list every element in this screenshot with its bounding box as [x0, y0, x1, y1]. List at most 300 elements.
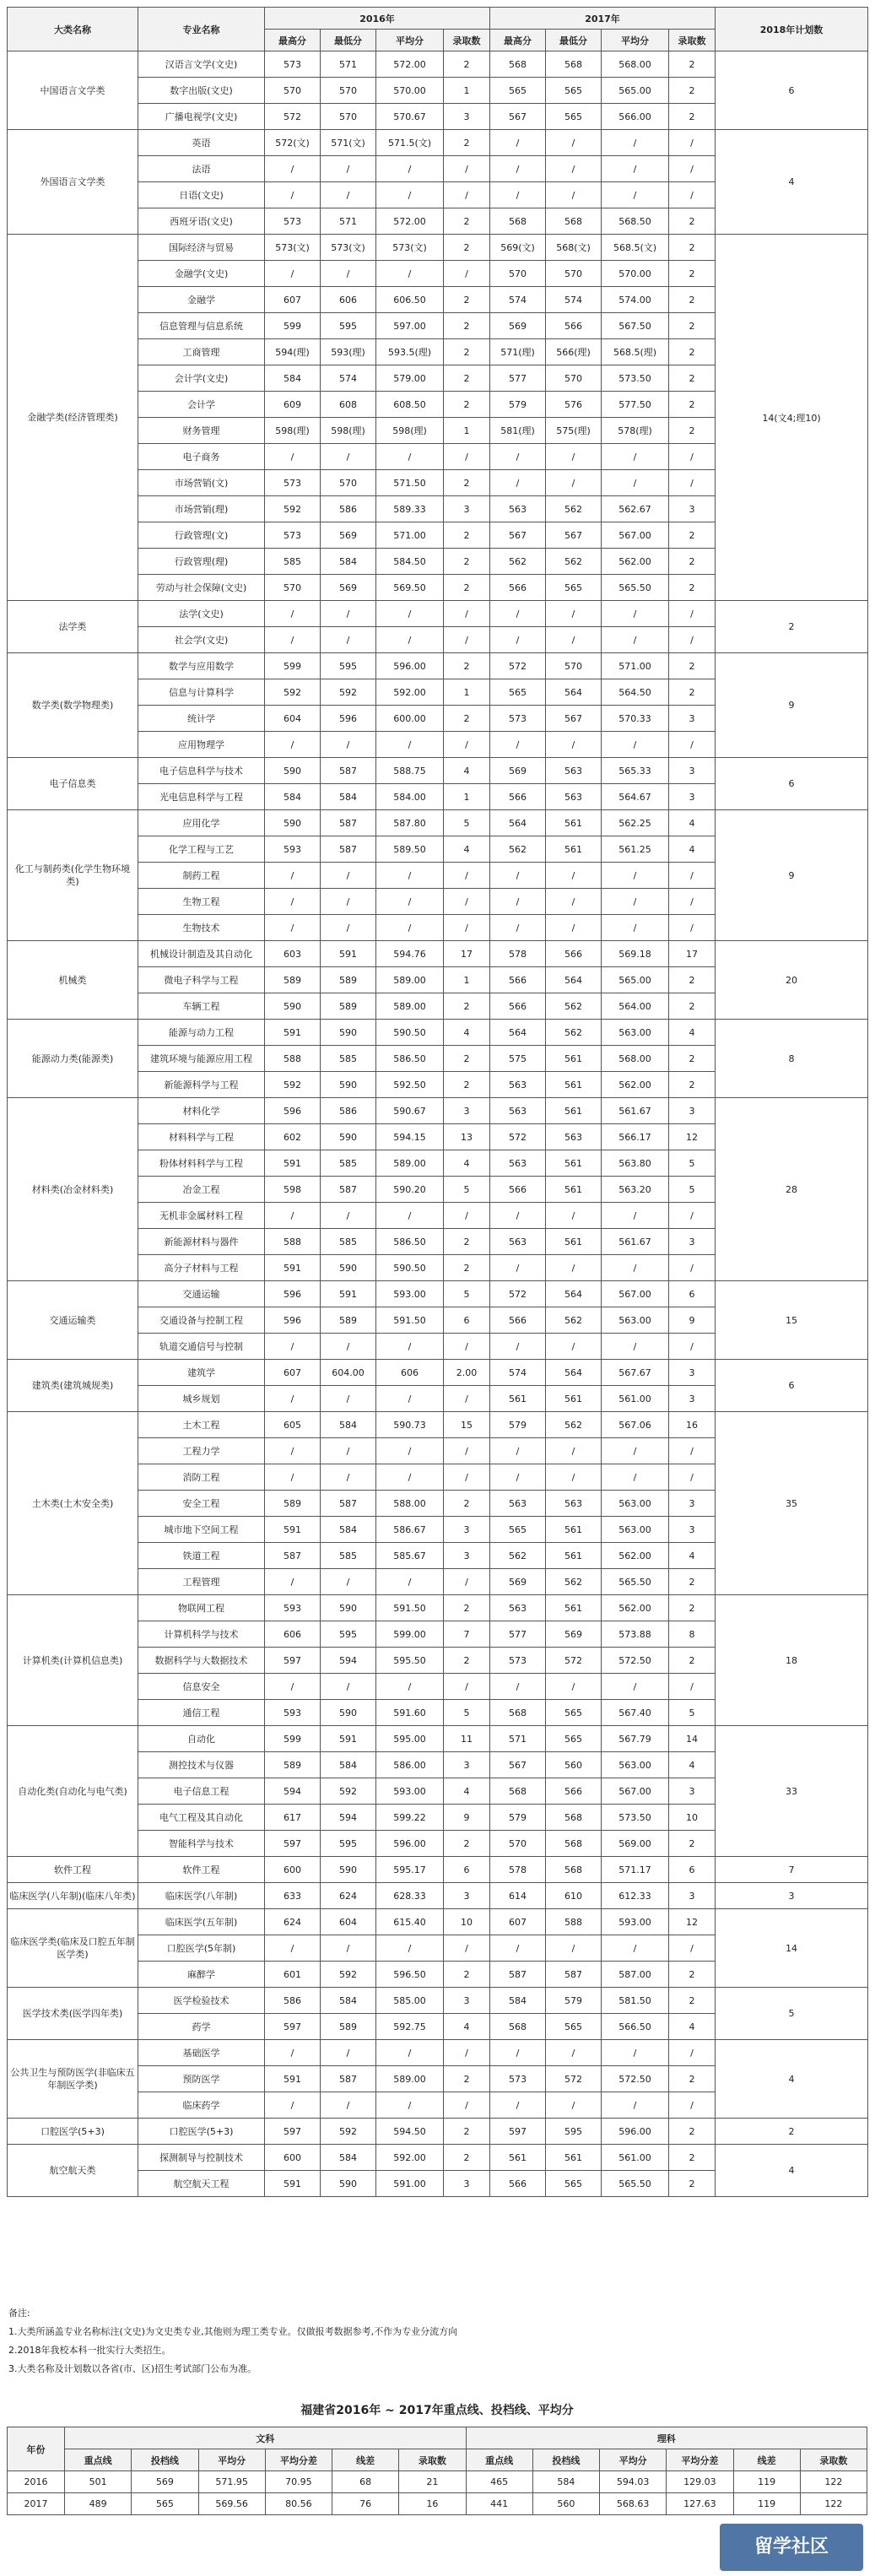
score-cell: 3 [444, 1988, 490, 2014]
score-cell: 2 [669, 392, 716, 418]
score-cell: 569 [490, 1569, 546, 1595]
score-cell: 4 [444, 2014, 490, 2040]
score-cell: 565 [546, 78, 602, 104]
score-cell: 591 [321, 1281, 376, 1307]
score-cell: 564 [546, 679, 602, 706]
score-cell: / [376, 1935, 444, 1962]
score-cell: 591 [265, 2066, 321, 2092]
table-row [8, 1020, 868, 1046]
major-cell: 探测制导与控制技术 [138, 2145, 265, 2171]
score-cell: 569 [546, 1621, 602, 1648]
score-cell: 602 [265, 1124, 321, 1150]
score-cell: / [669, 2092, 716, 2119]
score-cell: 2 [669, 365, 716, 392]
score-cell: 563 [490, 1150, 546, 1177]
major-cell: 预防医学 [138, 2066, 265, 2092]
score-cell: 592 [321, 1778, 376, 1805]
score-cell: 2 [669, 1988, 716, 2014]
score-cell: 586.67 [376, 1517, 444, 1543]
score-cell: 3 [669, 1229, 716, 1255]
score-cell: 2 [444, 392, 490, 418]
score-cell: 581(理) [490, 418, 546, 444]
summary-col-header: 线差 [332, 2449, 399, 2471]
score-cell: 562 [490, 549, 546, 575]
score-cell: / [444, 2040, 490, 2066]
table-row [8, 1412, 868, 1438]
score-cell: 588 [265, 1046, 321, 1072]
score-cell: 3 [444, 1098, 490, 1124]
score-cell: / [444, 156, 490, 182]
score-cell: 566 [490, 784, 546, 810]
category-cell: 软件工程 [8, 1857, 138, 1883]
score-cell: 587 [321, 810, 376, 836]
summary-row [8, 2493, 867, 2515]
major-cell: 材料科学与工程 [138, 1124, 265, 1150]
score-cell: 595 [546, 2119, 602, 2145]
score-cell: 564 [490, 1020, 546, 1046]
summary-value-cell: 68 [332, 2471, 399, 2493]
score-cell: 584 [265, 365, 321, 392]
score-cell: 596.00 [602, 2119, 669, 2145]
score-cell: 1 [444, 679, 490, 706]
score-cell: 574 [490, 287, 546, 313]
score-cell: 595 [321, 1621, 376, 1648]
category-cell: 金融学类(经济管理类) [8, 235, 138, 601]
score-cell: 3 [669, 1778, 716, 1805]
score-cell: 561.00 [602, 1386, 669, 1412]
score-cell: 597 [265, 2014, 321, 2040]
major-cell: 金融学(文史) [138, 261, 265, 287]
score-cell: 2 [444, 235, 490, 261]
score-cell: / [321, 732, 376, 758]
major-cell: 轨道交通信号与控制 [138, 1334, 265, 1360]
score-cell: / [444, 1935, 490, 1962]
score-cell: 2 [669, 78, 716, 104]
score-cell: / [376, 156, 444, 182]
score-cell: 588 [546, 1909, 602, 1935]
score-cell: / [546, 732, 602, 758]
summary-row [8, 2471, 867, 2493]
score-cell: / [265, 1935, 321, 1962]
score-cell: 568 [490, 208, 546, 235]
major-cell: 法语 [138, 156, 265, 182]
major-cell: 通信工程 [138, 1700, 265, 1726]
score-cell: 568 [490, 51, 546, 78]
score-cell: 561 [546, 1595, 602, 1621]
score-cell: / [602, 915, 669, 941]
score-cell: / [321, 1464, 376, 1491]
score-cell: / [321, 182, 376, 208]
score-cell: 568.00 [602, 51, 669, 78]
major-cell: 应用化学 [138, 810, 265, 836]
major-cell: 国际经济与贸易 [138, 235, 265, 261]
score-cell: 569.18 [602, 941, 669, 967]
score-cell: / [490, 156, 546, 182]
score-cell: 606 [265, 1621, 321, 1648]
table-row [8, 1360, 868, 1386]
score-cell: / [265, 601, 321, 627]
major-cell: 劳动与社会保障(文史) [138, 575, 265, 601]
score-cell: 591 [265, 1150, 321, 1177]
score-cell: 573 [265, 522, 321, 549]
score-cell: / [490, 182, 546, 208]
score-cell: / [490, 915, 546, 941]
score-cell: 2 [669, 235, 716, 261]
major-cell: 航空航天工程 [138, 2171, 265, 2197]
score-cell: 592.00 [376, 2145, 444, 2171]
score-cell: / [376, 2040, 444, 2066]
score-cell: 571 [490, 1726, 546, 1752]
score-cell: 593 [265, 1700, 321, 1726]
score-cell: 572 [490, 653, 546, 679]
score-cell: / [490, 1255, 546, 1281]
score-cell: 592 [265, 496, 321, 522]
score-cell: 588.00 [376, 1491, 444, 1517]
score-cell: / [444, 1386, 490, 1412]
table-row [8, 1098, 868, 1124]
category-cell: 外国语言文学类 [8, 130, 138, 235]
score-cell: 568.00 [602, 1046, 669, 1072]
score-cell: 2 [444, 130, 490, 156]
score-cell: / [669, 1674, 716, 1700]
score-cell: 606 [376, 1360, 444, 1386]
summary-sci-header: 理科 [466, 2427, 867, 2449]
major-cell: 应用物理学 [138, 732, 265, 758]
score-cell: 592.75 [376, 2014, 444, 2040]
score-cell: 6 [669, 1281, 716, 1307]
score-cell: 585 [321, 1046, 376, 1072]
score-cell: 570.00 [602, 261, 669, 287]
major-cell: 会计学 [138, 392, 265, 418]
score-cell: 579 [490, 392, 546, 418]
score-cell: 596 [265, 1281, 321, 1307]
score-cell: 4 [669, 836, 716, 863]
score-cell: / [490, 444, 546, 470]
major-cell: 生物技术 [138, 915, 265, 941]
score-cell: 584 [321, 2145, 376, 2171]
score-cell: 593.00 [602, 1909, 669, 1935]
major-cell: 会计学(文史) [138, 365, 265, 392]
score-cell: 591 [265, 1517, 321, 1543]
score-cell: 2 [669, 1831, 716, 1857]
score-cell: / [265, 1334, 321, 1360]
score-cell: / [490, 1674, 546, 1700]
score-cell: 2 [669, 967, 716, 993]
score-cell: / [321, 156, 376, 182]
score-cell: 2 [444, 208, 490, 235]
score-cell: 570 [546, 261, 602, 287]
score-cell: 587 [546, 1962, 602, 1988]
summary-value-cell: 569 [132, 2471, 198, 2493]
score-cell: 10 [669, 1805, 716, 1831]
score-cell: 572.50 [602, 2066, 669, 2092]
score-cell: 563 [490, 1098, 546, 1124]
score-cell: 599 [265, 653, 321, 679]
score-cell: 563 [490, 1595, 546, 1621]
score-cell: 589.00 [376, 993, 444, 1020]
score-cell: 15 [444, 1412, 490, 1438]
score-cell: 570 [321, 104, 376, 130]
score-cell: / [546, 470, 602, 496]
major-cell: 金融学 [138, 287, 265, 313]
score-cell: 4 [669, 810, 716, 836]
major-cell: 工商管理 [138, 339, 265, 365]
score-cell: 599.22 [376, 1805, 444, 1831]
score-cell: 574 [546, 287, 602, 313]
score-cell: 591 [321, 941, 376, 967]
category-cell: 机械类 [8, 941, 138, 1020]
summary-value-cell: 501 [65, 2471, 132, 2493]
score-cell: 565 [546, 2014, 602, 2040]
score-cell: / [602, 182, 669, 208]
score-cell: 573.50 [602, 365, 669, 392]
score-cell: 600 [265, 1857, 321, 1883]
category-cell: 能源动力类(能源类) [8, 1020, 138, 1098]
score-cell: 568 [546, 1805, 602, 1831]
score-cell: / [444, 261, 490, 287]
note-line: 3.大类名称及计划数以各省(市、区)招生考试部门公布为准。 [8, 2363, 257, 2374]
major-cell: 光电信息科学与工程 [138, 784, 265, 810]
summary-arts-header: 文科 [65, 2427, 467, 2449]
score-cell: / [444, 1674, 490, 1700]
notes [8, 2304, 861, 2378]
score-cell: 585 [321, 1229, 376, 1255]
score-cell: / [669, 732, 716, 758]
header-avg-2016: 平均分 [376, 30, 444, 51]
score-cell: 4 [444, 836, 490, 863]
header-max-2016: 最高分 [265, 30, 321, 51]
score-cell: / [669, 470, 716, 496]
score-cell: / [546, 915, 602, 941]
score-cell: 584 [321, 1988, 376, 2014]
score-cell: 2 [669, 1046, 716, 1072]
score-cell: 561 [546, 1517, 602, 1543]
score-cell: 565 [546, 1700, 602, 1726]
summary-value-cell: 569.56 [198, 2493, 265, 2515]
score-cell: 566 [490, 2171, 546, 2197]
score-cell: 592.50 [376, 1072, 444, 1098]
header-admit-2016: 录取数 [444, 30, 490, 51]
score-cell: 595.17 [376, 1857, 444, 1883]
score-cell: 570 [265, 575, 321, 601]
score-cell: 2 [444, 2119, 490, 2145]
score-cell: 565.50 [602, 1569, 669, 1595]
score-cell: 589 [321, 967, 376, 993]
major-cell: 口腔医学(5年制) [138, 1935, 265, 1962]
score-cell: 617 [265, 1805, 321, 1831]
major-cell: 制药工程 [138, 863, 265, 889]
score-cell: 599 [265, 313, 321, 339]
score-cell: 567.00 [602, 1281, 669, 1307]
score-cell: / [265, 261, 321, 287]
score-cell: / [602, 863, 669, 889]
score-cell: 573(文) [265, 235, 321, 261]
table-body [8, 51, 868, 2197]
major-cell: 物联网工程 [138, 1595, 265, 1621]
major-cell: 城市地下空间工程 [138, 1517, 265, 1543]
score-cell: 598(理) [376, 418, 444, 444]
score-cell: 568.5(文) [602, 235, 669, 261]
score-cell: 573.88 [602, 1621, 669, 1648]
score-cell: 2 [444, 470, 490, 496]
major-cell: 新能源材料与器件 [138, 1229, 265, 1255]
score-cell: / [546, 444, 602, 470]
score-cell: 591 [265, 2171, 321, 2197]
score-cell: 594.76 [376, 941, 444, 967]
category-cell: 临床医学(八年制)(临床八年类) [8, 1883, 138, 1909]
major-cell: 微电子科学与工程 [138, 967, 265, 993]
score-cell: 5 [444, 810, 490, 836]
summary-value-cell: 441 [466, 2493, 532, 2515]
score-cell: 2 [444, 993, 490, 1020]
score-cell: / [321, 1334, 376, 1360]
score-cell: / [669, 627, 716, 653]
score-cell: / [265, 182, 321, 208]
score-cell: 2 [444, 1831, 490, 1857]
score-cell: 561 [546, 1177, 602, 1203]
score-cell: 570 [321, 470, 376, 496]
score-cell: 599 [265, 1726, 321, 1752]
score-cell: 570.67 [376, 104, 444, 130]
score-cell: 569 [490, 758, 546, 784]
score-cell: 12 [669, 1124, 716, 1150]
score-cell: 2 [444, 313, 490, 339]
score-cell: / [444, 863, 490, 889]
score-cell: 2 [444, 1962, 490, 1988]
score-cell: / [321, 1203, 376, 1229]
score-cell: 3 [669, 1491, 716, 1517]
major-cell: 材料化学 [138, 1098, 265, 1124]
score-cell: 561 [546, 1072, 602, 1098]
score-cell: 598(理) [321, 418, 376, 444]
major-cell: 临床医学(八年制) [138, 1883, 265, 1909]
score-cell: 571 [321, 51, 376, 78]
score-cell: 591.00 [376, 2171, 444, 2197]
score-cell: / [546, 1674, 602, 1700]
score-cell: 561.67 [602, 1098, 669, 1124]
score-cell: 567.06 [602, 1412, 669, 1438]
major-cell: 生物工程 [138, 889, 265, 915]
score-cell: 565 [546, 2171, 602, 2197]
score-cell: 2 [669, 1072, 716, 1098]
score-cell: 2 [669, 1962, 716, 1988]
score-cell: / [376, 1674, 444, 1700]
score-cell: 2 [444, 1648, 490, 1674]
score-cell: / [490, 1203, 546, 1229]
score-cell: 591 [265, 1255, 321, 1281]
score-cell: 573(文) [321, 235, 376, 261]
score-cell: 570.00 [376, 78, 444, 104]
score-cell: 596.50 [376, 1962, 444, 1988]
score-cell: 574.00 [602, 287, 669, 313]
score-cell: / [602, 627, 669, 653]
major-cell: 市场营销(文) [138, 470, 265, 496]
summary-col-header: 平均分差 [667, 2449, 733, 2471]
major-cell: 工程管理 [138, 1569, 265, 1595]
score-cell: / [376, 2092, 444, 2119]
score-cell: 568.50 [602, 208, 669, 235]
score-cell: 606 [321, 287, 376, 313]
major-cell: 数据科学与大数据技术 [138, 1648, 265, 1674]
score-cell: 17 [444, 941, 490, 967]
score-cell: 594 [321, 1648, 376, 1674]
header-major: 专业名称 [138, 8, 265, 51]
header-category: 大类名称 [8, 8, 138, 51]
score-cell: 567.79 [602, 1726, 669, 1752]
score-cell: / [602, 1935, 669, 1962]
score-cell: 589 [265, 967, 321, 993]
score-cell: / [444, 1203, 490, 1229]
score-cell: 2 [669, 522, 716, 549]
score-cell: 4 [444, 1020, 490, 1046]
score-cell: 593.5(理) [376, 339, 444, 365]
score-cell: / [546, 130, 602, 156]
score-cell: / [669, 863, 716, 889]
score-cell: 567 [490, 104, 546, 130]
score-cell: / [602, 1464, 669, 1491]
major-cell: 智能科学与技术 [138, 1831, 265, 1857]
score-cell: / [376, 1569, 444, 1595]
score-cell: 577 [490, 365, 546, 392]
score-cell: / [546, 2040, 602, 2066]
score-cell: / [546, 627, 602, 653]
major-cell: 信息管理与信息系统 [138, 313, 265, 339]
score-cell: 2 [669, 104, 716, 130]
score-cell: 9 [669, 1307, 716, 1334]
score-cell: 573 [265, 470, 321, 496]
score-cell: 600 [265, 2145, 321, 2171]
score-cell: 590 [265, 758, 321, 784]
score-cell: 607 [265, 287, 321, 313]
score-cell: / [602, 156, 669, 182]
score-cell: / [376, 1438, 444, 1464]
score-cell: 2 [669, 339, 716, 365]
score-cell: 563 [546, 1491, 602, 1517]
score-cell: 579 [546, 1988, 602, 2014]
score-cell: 589.50 [376, 836, 444, 863]
score-cell: 565 [546, 1726, 602, 1752]
score-cell: / [376, 1386, 444, 1412]
score-cell: 570 [546, 365, 602, 392]
score-cell: 597 [265, 1648, 321, 1674]
summary-table [7, 2427, 867, 2515]
score-cell: / [602, 889, 669, 915]
summary-value-cell: 465 [466, 2471, 532, 2493]
score-cell: 597 [265, 2119, 321, 2145]
score-cell: 601 [265, 1962, 321, 1988]
score-cell: 561 [490, 2145, 546, 2171]
score-cell: 565.50 [602, 575, 669, 601]
score-cell: 5 [444, 1281, 490, 1307]
major-cell: 麻醉学 [138, 1962, 265, 1988]
category-cell: 材料类(冶金材料类) [8, 1098, 138, 1281]
major-cell: 交通设备与控制工程 [138, 1307, 265, 1334]
score-cell: 2 [444, 339, 490, 365]
score-cell: 5 [444, 1177, 490, 1203]
score-cell: / [321, 2092, 376, 2119]
score-cell: 2 [444, 2145, 490, 2171]
score-cell: 590 [321, 1255, 376, 1281]
score-cell: 592 [265, 679, 321, 706]
score-cell: 562 [490, 836, 546, 863]
score-cell: / [265, 1386, 321, 1412]
score-cell: 561 [490, 1386, 546, 1412]
score-cell: / [546, 156, 602, 182]
score-cell: 2 [669, 208, 716, 235]
score-cell: 563 [490, 1491, 546, 1517]
header-2016: 2016年 [265, 8, 490, 30]
table-row [8, 810, 868, 836]
